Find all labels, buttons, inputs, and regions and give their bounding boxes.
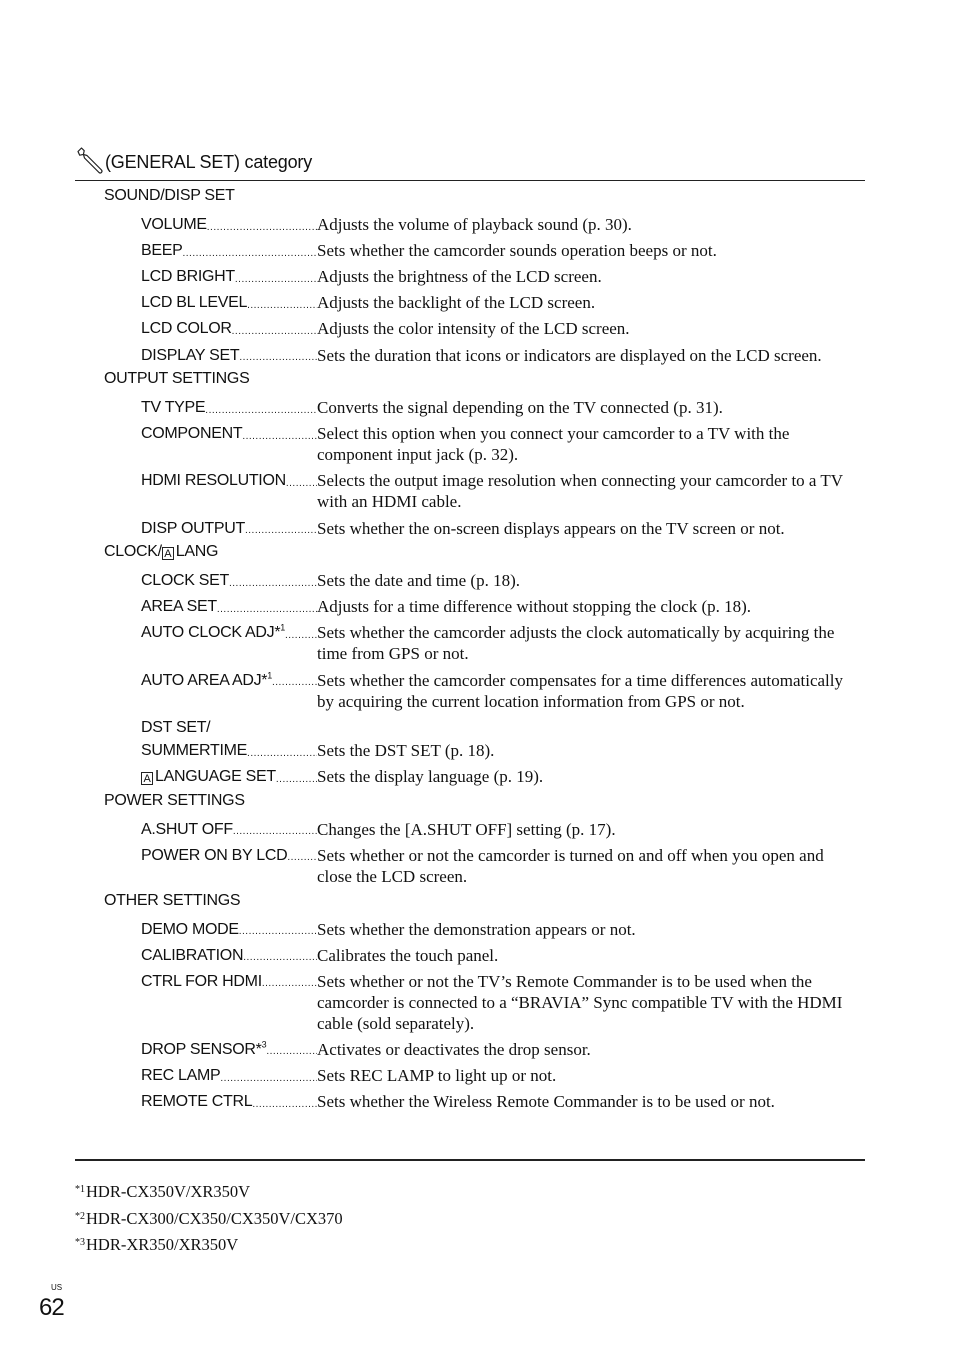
leader-dots <box>205 395 317 421</box>
setting-description: Adjusts the color intensity of the LCD screen. <box>317 319 630 339</box>
footnote-text: HDR-XR350/XR350V <box>86 1235 239 1254</box>
leader-dots <box>287 842 317 868</box>
footnote <box>75 1178 343 1205</box>
region-code: US <box>51 1283 63 1292</box>
list-item <box>0 1089 954 1115</box>
setting-description: Sets whether the camcorder adjusts the clock automatically by acquiring the time from GPS or not. <box>317 623 835 664</box>
leader-dots <box>247 738 317 764</box>
setting-description: Calibrates the touch panel. <box>317 945 499 965</box>
setting-description: Sets REC LAMP to light up or not. <box>317 1066 557 1086</box>
leader-dots <box>266 1036 317 1062</box>
leader-dots <box>235 264 317 290</box>
setting-description: Sets the DST SET (p. 18). <box>317 741 495 761</box>
setting-term: SUMMERTIME <box>141 742 248 760</box>
setting-description: Adjusts for a time difference without stopping the clock (p. 18). <box>317 597 752 617</box>
list-item <box>0 421 954 468</box>
list-item <box>0 942 954 968</box>
setting-description: Sets the duration that icons or indicators are displayed on the LCD screen. <box>317 345 822 365</box>
setting-term: DEMO MODE <box>141 920 239 938</box>
setting-description: Sets whether or not the TV’s Remote Commander is to be used when the camcorder is connected to a “BRAVIA” Sync compatible TV with the HDMI cable (sold separately). <box>317 971 843 1033</box>
section-power-settings <box>0 790 954 817</box>
language-icon: A <box>162 547 174 560</box>
leader-dots <box>285 620 317 646</box>
leader-dots <box>276 764 317 790</box>
leader-dots <box>207 212 317 238</box>
leader-dots <box>239 342 317 368</box>
leader-dots <box>239 916 317 942</box>
leader-dots <box>233 816 317 842</box>
setting-description: Sets whether the demonstration appears or not. <box>317 919 636 939</box>
setting-term: LCD BRIGHT <box>141 268 235 286</box>
list-item <box>0 594 954 620</box>
empty-description <box>317 714 862 738</box>
footnote-ref: 1 <box>267 670 272 681</box>
section-clock-lang <box>0 541 954 568</box>
setting-description: Changes the [A.SHUT OFF] setting (p. 17). <box>317 819 616 839</box>
setting-description: Sets whether the Wireless Remote Commander is to be used or not. <box>317 1092 775 1112</box>
footnote-text: HDR-CX350V/XR350V <box>86 1182 251 1201</box>
setting-term: LCD COLOR <box>141 320 232 338</box>
list-item-heading <box>0 714 954 738</box>
setting-term-line: DST SET/ <box>141 718 211 736</box>
section-title: CLOCK/ A LANG <box>104 543 219 561</box>
list-item <box>0 667 954 714</box>
leader-dots <box>262 968 317 994</box>
section-output-settings <box>0 368 954 395</box>
setting-term: CTRL FOR HDMI <box>141 972 262 990</box>
list-item <box>0 290 954 316</box>
leader-dots <box>272 667 317 693</box>
setting-term: BEEP <box>141 242 183 260</box>
leader-dots <box>217 594 317 620</box>
list-item <box>0 238 954 264</box>
list-item <box>0 468 954 515</box>
setting-term: DISP OUTPUT <box>141 519 245 537</box>
setting-term: AREA SET <box>141 598 217 616</box>
setting-term: DROP SENSOR*$^3$ <box>141 1039 267 1058</box>
wrench-icon <box>75 146 105 176</box>
setting-description: Adjusts the volume of playback sound (p. 30). <box>317 215 632 235</box>
list-item <box>0 738 954 764</box>
settings-list <box>0 185 954 1115</box>
leader-dots <box>242 421 317 447</box>
list-item <box>0 264 954 290</box>
footnote-ref: 3 <box>261 1039 267 1050</box>
setting-description: Selects the output image resolution when connecting your camcorder to a TV with an HDMI cable. <box>317 471 843 512</box>
setting-term: A.SHUT OFF <box>141 820 233 838</box>
category-header <box>75 146 865 181</box>
setting-description: Adjusts the backlight of the LCD screen. <box>317 293 596 313</box>
list-item <box>0 212 954 238</box>
leader-dots <box>247 290 317 316</box>
footnote-mark: *2 <box>75 1210 85 1222</box>
setting-term: REMOTE CTRL <box>141 1093 253 1111</box>
list-item <box>0 515 954 541</box>
setting-term: HDMI RESOLUTION <box>141 472 286 490</box>
setting-term: A LANGUAGE SET <box>141 764 276 788</box>
list-item <box>0 568 954 594</box>
category-title: (GENERAL SET) category <box>105 152 312 172</box>
language-icon: A <box>141 772 153 785</box>
list-item <box>0 316 954 342</box>
setting-term: COMPONENT <box>141 425 243 443</box>
list-item <box>0 968 954 1036</box>
list-item <box>0 1036 954 1062</box>
leader-dots <box>183 238 318 264</box>
list-item <box>0 816 954 842</box>
setting-term: POWER ON BY LCD <box>141 846 288 864</box>
footnote-divider <box>75 1159 865 1161</box>
page-number: 62 <box>39 1294 64 1321</box>
footnote-mark: *3 <box>75 1237 85 1248</box>
footnote <box>75 1231 343 1258</box>
footnote-ref: 1 <box>280 623 285 634</box>
list-item <box>0 842 954 889</box>
setting-term: LCD BL LEVEL <box>141 294 248 312</box>
setting-description: Sets whether or not the camcorder is turned on and off when you open and close the LCD screen. <box>317 845 824 886</box>
footnotes <box>75 1178 343 1258</box>
leader-dots <box>243 942 317 968</box>
section-title: OUTPUT SETTINGS <box>104 370 250 388</box>
setting-term: REC LAMP <box>141 1067 221 1085</box>
footnote-text: HDR-CX300/CX350/CX350V/CX370 <box>86 1208 343 1228</box>
list-item <box>0 620 954 667</box>
setting-description: Converts the signal depending on the TV connected (p. 31). <box>317 398 723 418</box>
list-item <box>0 764 954 790</box>
setting-term: CLOCK SET <box>141 572 229 590</box>
leader-dots <box>232 316 317 342</box>
section-title: OTHER SETTINGS <box>104 891 241 909</box>
section-title: SOUND/DISP SET <box>104 187 235 204</box>
setting-description: Sets whether the camcorder compensates for a time differences automatically by acquiring the current location information from GPS or not. <box>317 670 843 711</box>
leader-dots <box>220 1063 317 1089</box>
setting-description: Sets the date and time (p. 18). <box>317 571 521 591</box>
footnote <box>75 1205 343 1232</box>
setting-term: VOLUME <box>141 216 207 234</box>
setting-term: AUTO CLOCK ADJ*$^1$ <box>141 623 285 642</box>
setting-description: Activates or deactivates the drop sensor. <box>317 1039 591 1059</box>
list-item <box>0 1063 954 1089</box>
leader-dots <box>229 568 317 594</box>
setting-term: CALIBRATION <box>141 946 244 964</box>
leader-dots <box>286 468 317 494</box>
footnote-mark: *1 <box>75 1184 85 1195</box>
setting-description: Select this option when you connect your camcorder to a TV with the component input jack (p. 32). <box>317 424 790 465</box>
list-item <box>0 342 954 368</box>
setting-description: Sets whether the on-screen displays appears on the TV screen or not. <box>317 518 785 538</box>
section-other-settings <box>0 890 954 917</box>
section-sound-disp-set <box>0 185 954 212</box>
setting-description: Adjusts the brightness of the LCD screen. <box>317 267 602 287</box>
setting-description: Sets the display language (p. 19). <box>317 767 544 787</box>
setting-term: AUTO AREA ADJ*$^1$ <box>141 670 272 689</box>
list-item <box>0 916 954 942</box>
leader-dots <box>245 515 317 541</box>
setting-term: DISPLAY SET <box>141 346 240 364</box>
setting-description: Sets whether the camcorder sounds operation beeps or not. <box>317 241 717 261</box>
setting-term: TV TYPE <box>141 399 206 417</box>
list-item <box>0 395 954 421</box>
leader-dots <box>252 1089 317 1115</box>
section-title: POWER SETTINGS <box>104 791 245 809</box>
